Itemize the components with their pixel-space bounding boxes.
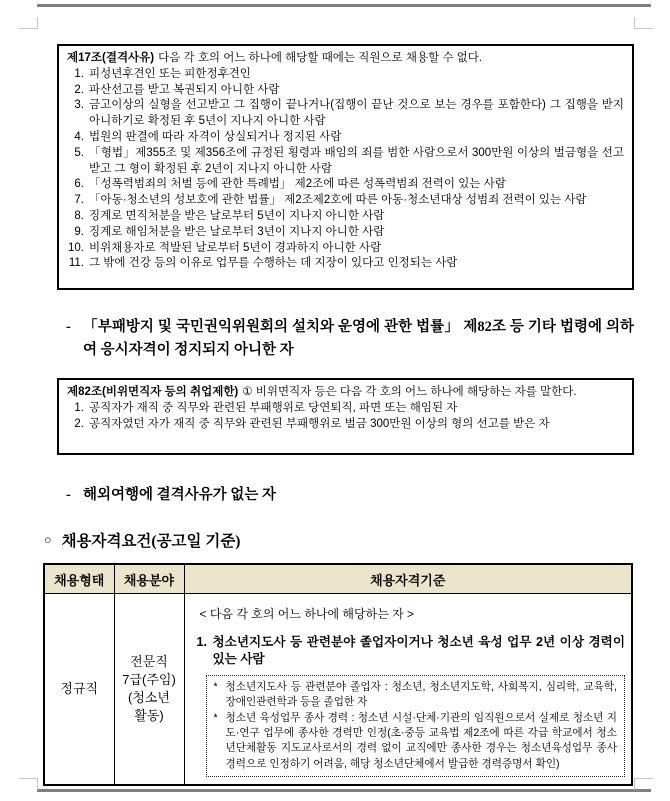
bullet-overseas-travel-text: 해외여행에 결격사유가 없는 자 xyxy=(83,487,276,503)
criteria-item: 1. 청소년지도사 등 관련분야 졸업자이거나 청소년 육성 업무 2년 이상 경력이 있는 사람 xyxy=(196,635,625,667)
article-82-intro-text: ① 비위면직자 등은 다음 각 호의 어느 하나에 해당하는 자를 말한다. xyxy=(242,386,577,398)
criteria-note: * 청소년지도사 등 관련분야 졸업자 : 청소년, 청소년지도학, 사회복지, 심리학, 교육학, 장애인관련학과 등을 졸업한 자 xyxy=(213,681,617,709)
criteria-subtitle: < 다음 각 호의 어느 하나에 해당하는 자 > xyxy=(199,607,415,622)
page-bottom-edge-line xyxy=(37,789,651,792)
article-17-item: 3. 금고이상의 실형을 선고받고 그 집행이 끝나거나(집행이 끝난 것으로 보는 경우를 포함한다) 그 집행을 받지 아니하기로 확정된 후 5년이 지나지 아니한 사람 xyxy=(74,99,624,128)
header-hire-criteria: 채용자격기준 xyxy=(184,564,632,594)
article-82-item: 1. 공직자가 재직 중 직무와 관련된 부패행위로 당연퇴직, 파면 또는 해임된 자 xyxy=(74,401,458,414)
table-header-row xyxy=(44,564,632,594)
margin-corner-mark-bottom-right xyxy=(634,778,653,790)
section-heading-qualifications xyxy=(44,529,240,551)
article-17-intro xyxy=(67,51,624,67)
header-hire-field: 채용분야 xyxy=(114,564,184,594)
article-82-intro xyxy=(67,385,624,401)
article-17-item: 4. 법원의 판결에 따라 자격이 상실되거나 정지된 사람 xyxy=(74,130,342,143)
article-17-item: 11. 그 밖에 건강 등의 이유로 업무를 수행하는 데 지장이 있다고 인정되는 사람 xyxy=(68,257,458,270)
criteria-note-box xyxy=(206,675,626,777)
page-top-edge-line xyxy=(37,4,651,7)
article-17-item: 2. 파산선고를 받고 복권되지 아니한 사람 xyxy=(74,83,280,96)
cell-hire-type: 정규직 xyxy=(44,594,114,786)
dash-marker: - xyxy=(66,487,71,503)
bullet-anticorruption-law xyxy=(66,316,634,362)
circle-bullet-icon: ○ xyxy=(44,532,52,547)
article-17-intro-text: 다음 각 호의 어느 하나에 해당할 때에는 직원으로 채용할 수 없다. xyxy=(158,52,483,64)
article-82-item: 2. 공직자였던 자가 재직 중 직무와 관련된 부패행위로 벌금 300만원 이상의 형의 선고를 받은 자 xyxy=(74,417,550,430)
cell-hire-field: 전문직 7급(주임) (청소년 활동) xyxy=(114,594,184,786)
article-17-item: 6. 「성폭력범죄의 처벌 등에 관한 특례법」 제2조에 따른 성폭력범죄 전력이 있는 사람 xyxy=(74,178,506,191)
article-82-box xyxy=(57,378,634,455)
article-82-title: 제82조(비위면직자 등의 취업제한) xyxy=(67,386,239,398)
cell-hire-criteria xyxy=(184,594,632,786)
dash-marker: - xyxy=(66,319,71,335)
article-17-title: 제17조(결격사유) xyxy=(67,52,155,64)
article-17-item: 1. 피성년후견인 또는 피한정후견인 xyxy=(74,67,251,80)
bullet-overseas-travel xyxy=(66,485,626,505)
article-17-item: 8. 징계로 면직처분을 받은 날로부터 5년이 지나지 아니한 사람 xyxy=(74,209,385,222)
bullet-anticorruption-text: 「부패방지 및 국민권익위원회의 설치와 운영에 관한 법률」 제82조 등 기타 법령에 의하여 응시자격이 정지되지 아니한 자 xyxy=(83,319,634,358)
section-heading-text: 채용자격요건(공고일 기준) xyxy=(61,533,241,550)
article-17-item: 10. 비위채용자로 적발된 날로부터 5년이 경과하지 아니한 사람 xyxy=(68,241,382,254)
qualification-table xyxy=(43,563,633,786)
article-17-item: 7. 「아동·청소년의 성보호에 관한 법률」 제2조제2호에 따른 아동·청소년대상 성범죄 전력이 있는 사람 xyxy=(74,194,587,207)
margin-corner-mark-top-left xyxy=(19,17,38,29)
article-17-item: 9. 징계로 해임처분을 받은 날로부터 3년이 지나지 아니한 사람 xyxy=(74,225,385,238)
criteria-note: * 청소년 육성업무 종사 경력 : 청소년 시설·단체·기관의 임직원으로서 실제로 청소년 지도·연구 업무에 종사한 경력만 인정(초·중등 교육법 제2조에 따른 각급 학교에서 청소년단체활동 지도교사로서의 경력 없이 교직에만 종사한 경우는 청소년육성업무 종사경력으로 인정하기 어려움, 해당 청소년단체에서 발급한 경력증명서 확인) xyxy=(213,711,617,770)
margin-corner-mark-bottom-left xyxy=(19,778,38,790)
header-hire-type: 채용형태 xyxy=(44,564,114,594)
margin-corner-mark-top-right xyxy=(634,17,653,29)
article-17-item: 5. 「형법」제355조 및 제356조에 규정된 횡령과 배임의 죄를 범한 사람으로서 300만원 이상의 벌금형을 선고받고 그 형이 확정된 후 2년이 지나지 아니한 사람 xyxy=(74,146,624,175)
table-row xyxy=(44,594,632,786)
article-17-box xyxy=(57,44,634,290)
